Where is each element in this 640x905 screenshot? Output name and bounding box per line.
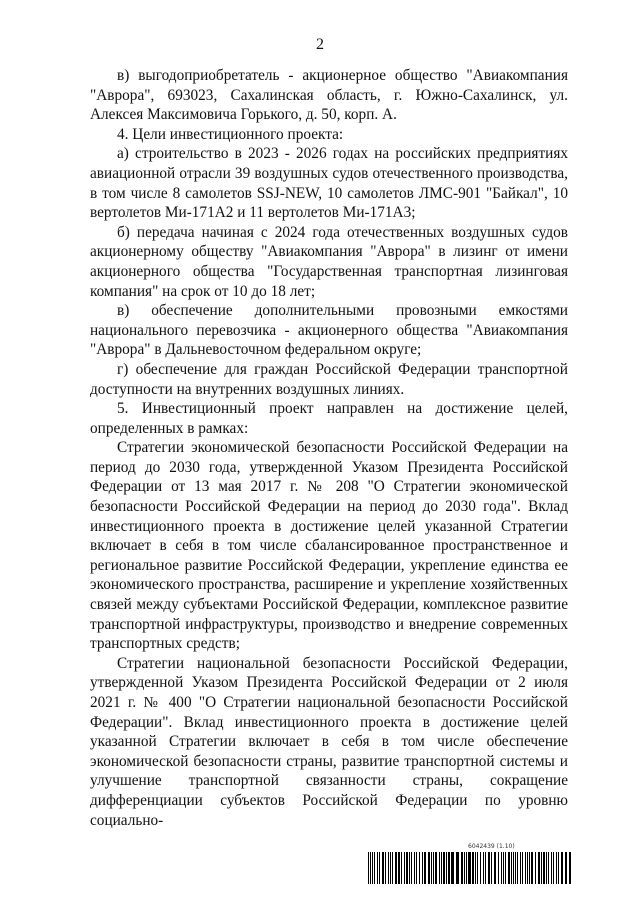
document-body bbox=[90, 66, 568, 830]
paragraph-section-5: 5. Инвестиционный проект направлен на достижение целей, определенных в рамках: bbox=[90, 400, 568, 437]
paragraph-economic-security-strategy: Стратегии экономической безопасности Российской Федерации на период до 2030 года, утвержденной Указом Президента Российской Федерации от 13 мая 2017 г. № 208 "О Стратегии экономической безопасности Российской Федерации на период до 2030 года". Вклад инвестиционного проекта в достижение целей указанной Стратегии включает в себя в том числе сбалансированное пространственное и региональное развитие Российской Федерации, укрепление единства ее экономического пространства, расширение и укрепление хозяйственных связей между субъектами Российской Федерации, комплексное развитие транспортной инфраструктуры, производство и внедрение современных транспортных средств; bbox=[90, 439, 568, 653]
paragraph-goal-a: а) строительство в 2023 - 2026 годах на российских предприятиях авиационной отрасли 39 воздушных судов отечественного производства, в том числе 8 самолетов SSJ-NEW, 10 самолетов ЛМС-901 "Байкал", 10 вертолетов Ми-171А2 и 11 вертолетов Ми-171А3; bbox=[90, 145, 568, 222]
document-code: 6042439 (1.10) bbox=[468, 843, 515, 850]
paragraph-goal-v: в) обеспечение дополнительными провозными емкостями национального перевозчика - акционерного общества "Авиакомпания "Аврора" в Дальневосточном федеральном округе; bbox=[90, 302, 568, 359]
paragraph-goal-g: г) обеспечение для граждан Российской Федерации транспортной доступности на внутренних воздушных линиях. bbox=[90, 360, 568, 398]
paragraph-goal-b: б) передача начиная с 2024 года отечественных воздушных судов акционерному обществу "Авиакомпания "Аврора" в лизинг от имени акционерного общества "Государственная транспортная лизинговая компания" на срок от 10 до 18 лет; bbox=[90, 223, 568, 300]
barcode-image bbox=[368, 852, 573, 884]
paragraph-goals-heading: 4. Цели инвестиционного проекта: bbox=[117, 125, 344, 143]
page-number: 2 bbox=[316, 36, 324, 53]
paragraph-beneficiary: в) выгодоприобретатель - акционерное общество "Авиакомпания "Аврора", 693023, Сахалинская область, г. Южно-Сахалинск, ул. Алексея Максимовича Горького, д. 50, корп. А. bbox=[90, 67, 568, 124]
paragraph-national-security-strategy: Стратегии национальной безопасности Российской Федерации, утвержденной Указом Президента Российской Федерации от 2 июля 2021 г. № 400 "О Стратегии национальной безопасности Российской Федерации". Вклад инвестиционного проекта в достижение целей указанной Стратегии включает в себя в том числе обеспечение экономической безопасности страны, развитие транспортной системы и улучшение транспортной связанности страны, сокращение дифференциации субъектов Российской Федерации по уровню социально- bbox=[90, 654, 568, 829]
